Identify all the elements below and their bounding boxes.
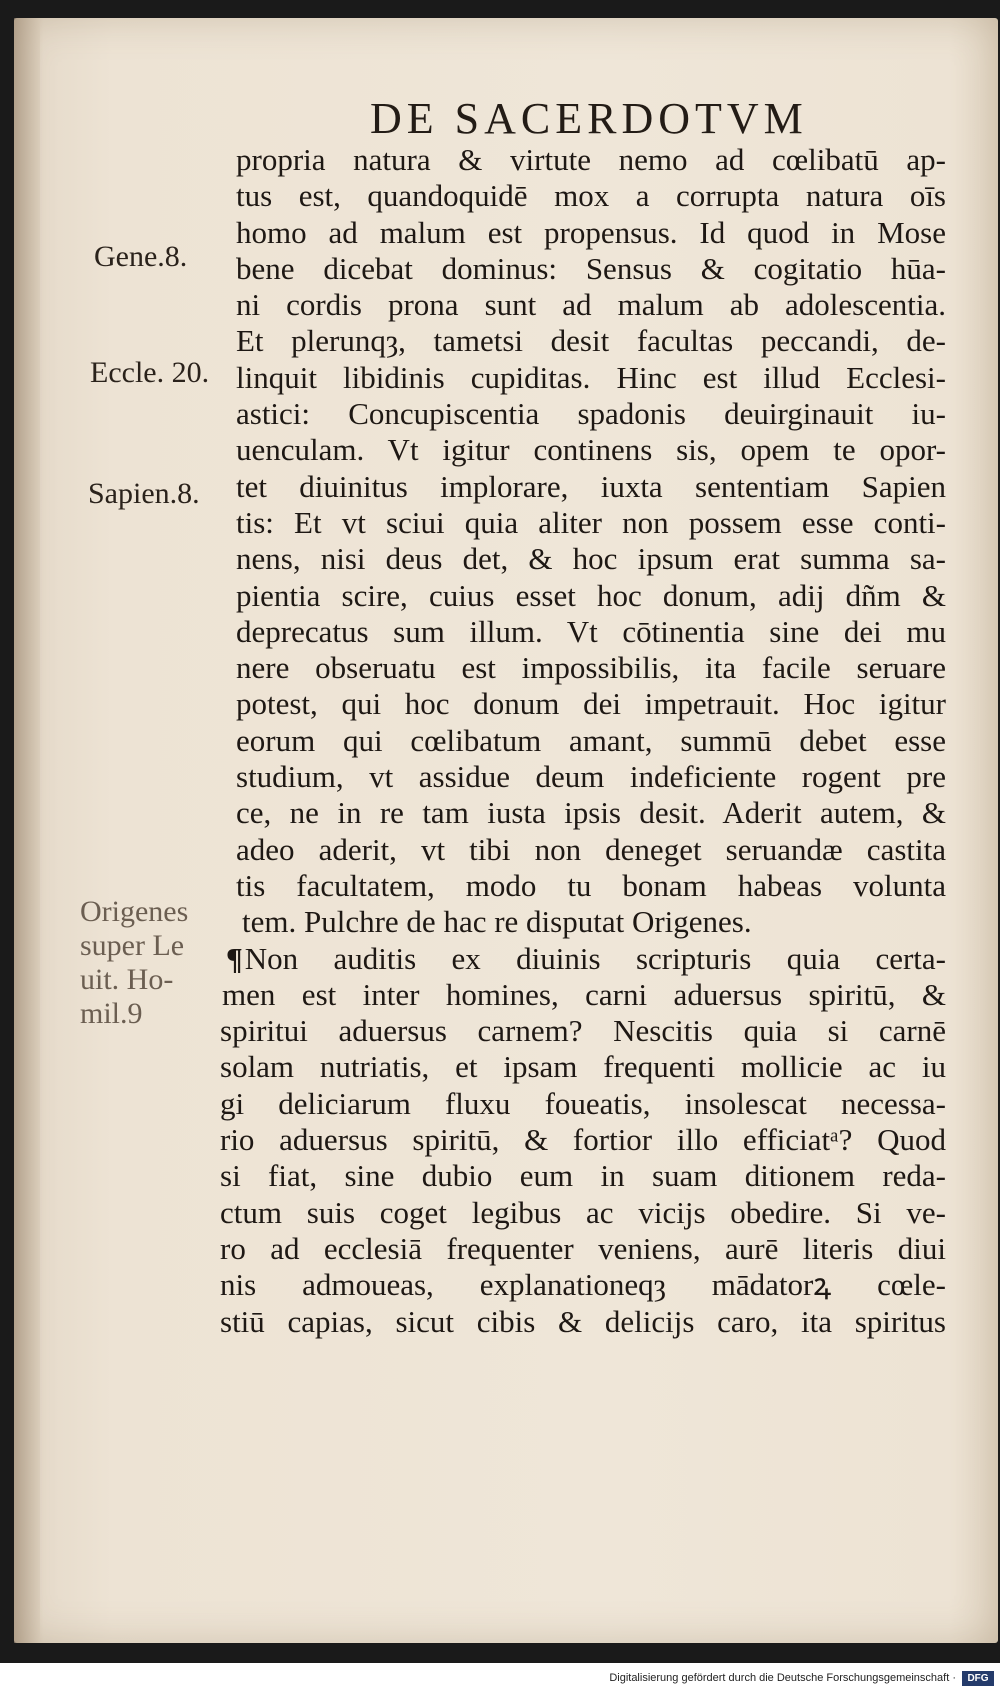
margin-note-origenes bbox=[80, 895, 188, 1031]
margin-note-gene: Gene.8. bbox=[94, 240, 188, 273]
text-line: uenculam. Vt igitur continens sis, opem te opor- bbox=[236, 432, 946, 468]
running-head: DE SACERDOTVM bbox=[370, 94, 808, 143]
text-line: ni cordis prona sunt ad malum ab adolescentia. bbox=[236, 287, 946, 323]
text-line-paragraph-start bbox=[226, 941, 946, 977]
text-line: tus est, quandoquidē mox a corrupta natura oīs bbox=[236, 178, 946, 214]
margin-note-sapien: Sapien.8. bbox=[88, 477, 200, 510]
text-line: astici: Concupiscentia spadonis deuirginauit iu- bbox=[236, 396, 946, 432]
pilcrow-icon: ¶ bbox=[226, 940, 243, 976]
text-line: potest, qui hoc donum dei impetrauit. Hoc igitur bbox=[236, 686, 946, 722]
text-line: si fiat, sine dubio eum in suam ditionem reda- bbox=[220, 1158, 946, 1194]
text-line: rio aduersus spiritū, & fortior illo efficiatᵃ? Quod bbox=[220, 1122, 946, 1158]
text-line: pientia scire, cuius esset hoc donum, adij dñm & bbox=[236, 577, 946, 613]
text-line: ro ad ecclesiā frequenter veniens, aurē literis diui bbox=[220, 1230, 946, 1266]
margin-note-origenes-line: Origenes bbox=[80, 895, 189, 928]
text-line: homo ad malum est propensus. Id quod in Mose bbox=[236, 214, 946, 250]
text-line: propria natura & virtute nemo ad cœlibatū ap- bbox=[236, 142, 946, 177]
text-line: nere obseruatu est impossibilis, ita facile seruare bbox=[236, 650, 946, 686]
text-line-content: Non auditis ex diuinis scripturis quia certa- bbox=[244, 940, 946, 976]
margin-note-origenes-line: mil.9 bbox=[80, 997, 143, 1030]
main-text-block bbox=[220, 142, 946, 1340]
footer-bar bbox=[0, 1663, 1000, 1695]
margin-note-origenes-line: uit. Ho- bbox=[80, 963, 174, 996]
text-line: nens, nisi deus det, & hoc ipsum erat summa sa- bbox=[236, 541, 946, 577]
text-line: bene dicebat dominus: Sensus & cogitatio hūa- bbox=[236, 250, 946, 286]
funding-credit: Digitalisierung gefördert durch die Deutsche Forschungsgemeinschaft · bbox=[609, 1672, 956, 1684]
text-line: men est inter homines, carni aduersus spiritū, & bbox=[222, 976, 946, 1012]
text-line: adeo aderit, vt tibi non deneget seruandæ castita bbox=[236, 831, 946, 867]
text-line: linquit libidinis cupiditas. Hinc est illud Ecclesi- bbox=[236, 359, 946, 395]
text-line: nis admoueas, explanationeqȝ mādatorꝝ cœle- bbox=[220, 1267, 946, 1303]
text-line: deprecatus sum illum. Vt cōtinentia sine dei mu bbox=[236, 613, 946, 649]
text-line: studium, vt assidue deum indeficiente rogent pre bbox=[236, 759, 946, 795]
text-line: gi deliciarum fluxu foueatis, insolescat necessa- bbox=[220, 1085, 946, 1121]
text-line: tet diuinitus implorare, iuxta sententiam Sapien bbox=[236, 468, 946, 504]
text-line: tis: Et vt sciui quia aliter non possem esse conti- bbox=[236, 504, 946, 540]
text-line: eorum qui cœlibatum amant, summū debet esse bbox=[236, 722, 946, 758]
text-line: ctum suis coget legibus ac vicijs obedire. Si ve- bbox=[220, 1194, 946, 1230]
text-line: spiritui aduersus carnem? Nescitis quia si carnē bbox=[220, 1013, 946, 1049]
text-line: ce, ne in re tam iusta ipsis desit. Aderit autem, & bbox=[236, 795, 946, 831]
margin-note-origenes-line: super Le bbox=[80, 929, 185, 962]
text-line: tis facultatem, modo tu bonam habeas volunta bbox=[236, 867, 946, 903]
text-line: stiū capias, sicut cibis & delicijs caro, ita spiritus bbox=[220, 1303, 946, 1339]
dfg-logo-icon: DFG bbox=[962, 1671, 994, 1686]
page-gutter-edge bbox=[14, 18, 40, 1643]
text-line: Et plerunqȝ, tametsi desit facultas peccandi, de- bbox=[236, 323, 946, 359]
text-line: tem. Pulchre de hac re disputat Origenes. bbox=[242, 904, 752, 940]
margin-note-eccle: Eccle. 20. bbox=[90, 356, 210, 389]
text-line: solam nutriatis, et ipsam frequenti mollicie ac iu bbox=[220, 1049, 946, 1085]
